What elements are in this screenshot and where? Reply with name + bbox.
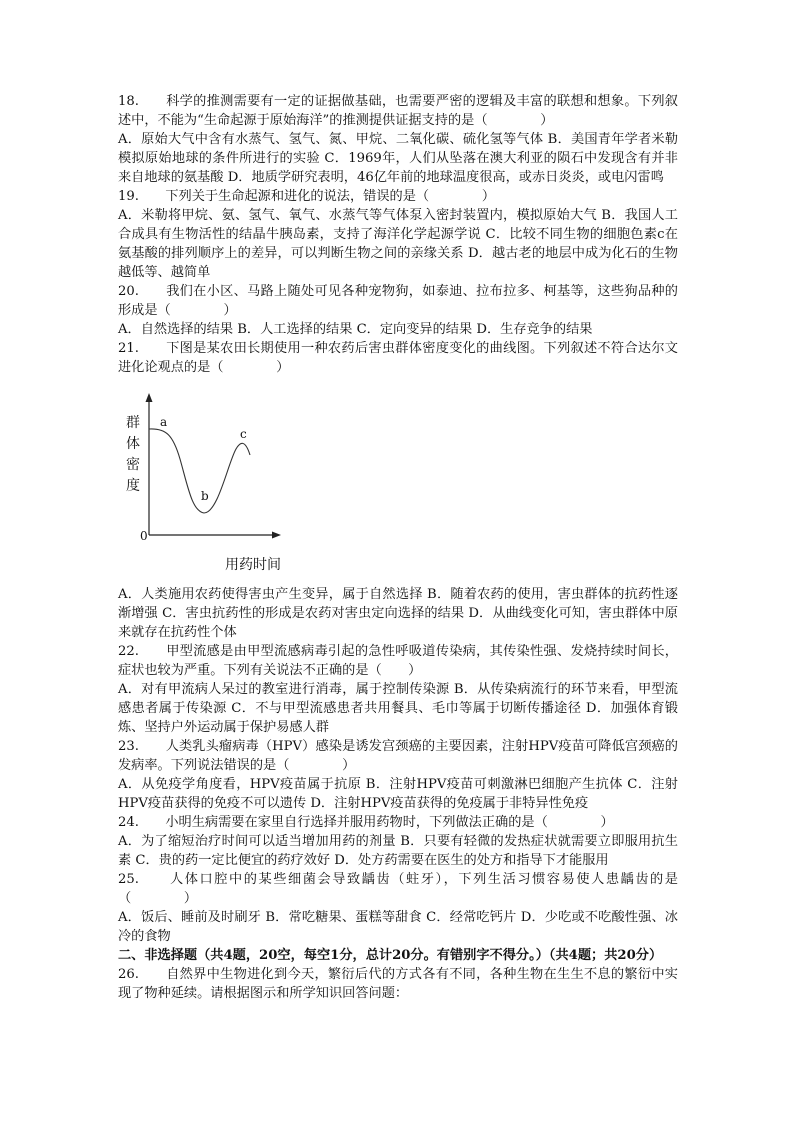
x-axis-label: 用药时间	[225, 557, 281, 573]
y-axis-label: 群体密度	[126, 415, 140, 494]
q23-stem: 23. 人类乳头瘤病毒（HPV）感染是诱发宫颈癌的主要因素，注射HPV疫苗可降低宫颈癌的发病率。下列说法错误的是（ ）	[118, 739, 678, 773]
q21-stem: 21. 下图是某农田长期使用一种农药后害虫群体密度变化的曲线图。下列叙述不符合达尔文进化论观点的是（ ）	[118, 341, 678, 375]
q18-options: A．原始大气中含有水蒸气、氢气、氮、甲烷、二氧化碳、硫化氢等气体 B．美国青年学者米勒模拟原始地球的条件所进行的实验 C．1969年，人们从坠落在澳大利亚的陨石中发现含有并非来自地球的氨基酸 D．地质学研究表明，46亿年前的地球温度很高，或赤日炎炎，或电闪雷鸣	[118, 132, 678, 185]
exam-page	[118, 92, 678, 1003]
q24-options: A．为了缩短治疗时间可以适当增加用药的剂量 B．只要有轻微的发热症状就需要立即服用抗生素 C．贵的药一定比便宜的药疗效好 D．处方药需要在医生的处方和指导下才能服用	[118, 834, 678, 868]
q19-stem: 19. 下列关于生命起源和进化的说法，错误的是（ ）	[118, 189, 496, 204]
q24-stem: 24. 小明生病需要在家里自行选择并服用药物时，下列做法正确的是（ ）	[118, 815, 614, 830]
q21-options: A．人类施用农药使得害虫产生变异，属于自然选择 B．随着农药的使用，害虫群体的抗药性逐渐增强 C．害虫抗药性的形成是农药对害虫定向选择的结果 D．从曲线变化可知，害虫群体中原来就存在抗药性个体	[118, 587, 678, 640]
x-axis-arrow	[272, 532, 281, 539]
density-curve-figure	[118, 379, 678, 585]
q26-stem: 26. 自然界中生物进化到今天，繁衍后代的方式各有不同，各种生物在生生不息的繁衍中实现了物种延续。请根据图示和所学知识回答问题：	[118, 967, 678, 1001]
q18-stem: 18. 科学的推测需要有一定的证据做基础，也需要严密的逻辑及丰富的联想和想象。下列叙述中，不能为“生命起源于原始海洋”的推测提供证据支持的是（ ）	[118, 94, 678, 128]
q20-options: A．自然选择的结果 B．人工选择的结果 C．定向变异的结果 D．生存竞争的结果	[118, 322, 593, 337]
density-curve	[149, 429, 250, 513]
point-a-label: a	[160, 415, 168, 429]
origin-label: 0	[140, 529, 148, 543]
q19-options: A．米勒将甲烷、氨、氢气、氧气、水蒸气等气体泵入密封装置内，模拟原始大气 B．我国人工合成具有生物活性的结晶牛胰岛素，支持了海洋化学起源学说 C．比较不同生物的细胞色素c在氨基酸的排列顺序上的差异，可以判断生物之间的亲缘关系 D．越古老的地层中成为化石的生物越低等、越简单	[118, 208, 678, 280]
point-b-label: b	[201, 489, 209, 503]
q23-options: A．从免疫学角度看，HPV疫苗属于抗原 B．注射HPV疫苗可刺激淋巴细胞产生抗体 C．注射HPV疫苗获得的免疫不可以遗传 D．注射HPV疫苗获得的免疫属于非特异性免疫	[118, 777, 678, 811]
q20-stem: 20. 我们在小区、马路上随处可见各种宠物狗，如泰迪、拉布拉多、柯基等，这些狗品种的形成是（ ）	[118, 284, 678, 318]
point-c-label: c	[240, 427, 247, 441]
q22-options: A．对有甲流病人呆过的教室进行消毒，属于控制传染源 B．从传染病流行的环节来看，甲型流感患者属于传染源 C．不与甲型流感患者共用餐具、毛巾等属于切断传播途径 D．加强体育锻炼、坚持户外运动属于保护易感人群	[118, 682, 678, 735]
q25-options: A．饭后、睡前及时刷牙 B．常吃糖果、蛋糕等甜食 C．经常吃钙片 D．少吃或不吃酸性强、冰冷的食物	[118, 910, 678, 944]
q22-stem: 22. 甲型流感是由甲型流感病毒引起的急性呼吸道传染病，其传染性强、发烧持续时间长，症状也较为严重。下列有关说法不正确的是（ ）	[118, 644, 678, 678]
section-2-heading: 二、非选择题（共4题，20空，每空1分，总计20分。有错别字不得分。）（共4题；共20分）	[118, 948, 663, 963]
density-curve-svg	[118, 379, 318, 585]
q25-stem: 25. 人体口腔中的某些细菌会导致龋齿（蛀牙），下列生活习惯容易使人患龋齿的是（ ）	[118, 872, 678, 906]
y-axis-arrow	[146, 393, 153, 402]
